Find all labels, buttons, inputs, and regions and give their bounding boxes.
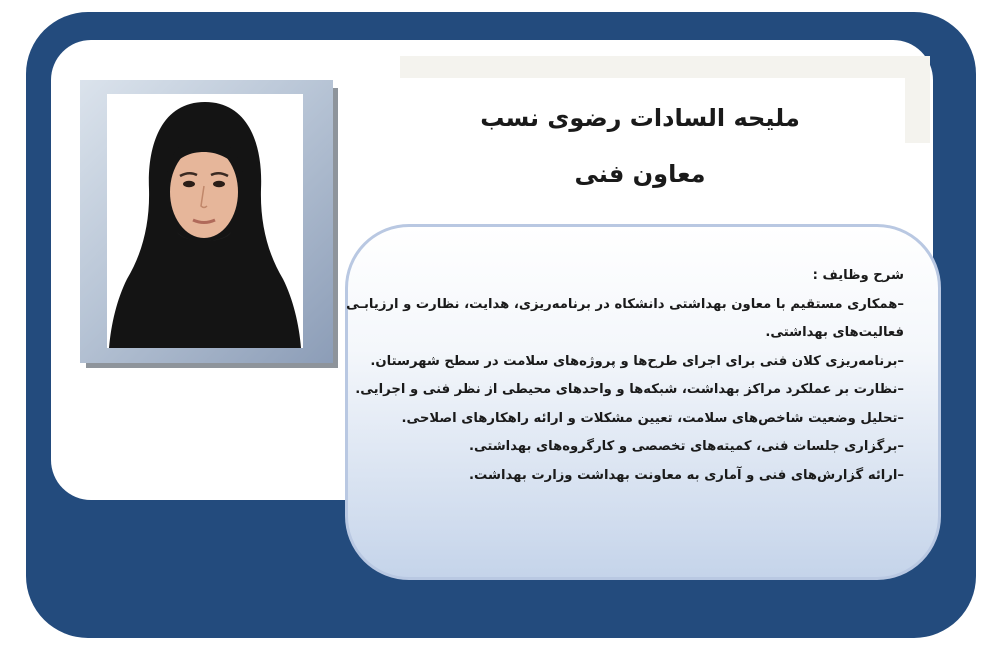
duty-item: –تحلیل وضعیت شاخص‌های سلامت، تعیین مشکلات و ارائه راهکارهای اصلاحی. <box>401 410 904 426</box>
duty-item: –ارائه گزارش‌های فنی و آماری به معاونت بهداشت وزارت بهداشت. <box>469 467 904 483</box>
duty-item: فعالیت‌های بهداشتی. <box>765 325 904 340</box>
title-banner <box>400 56 930 78</box>
portrait-photo <box>107 94 303 348</box>
job-title: معاون فنی <box>574 160 706 188</box>
duty-item: –نظارت بر عملکرد مراکز بهداشت، شبکه‌ها و واحدهای محیطی از نظر فنی و اجرایی. <box>355 382 904 397</box>
duty-item: –همکاری مستقیم با معاون بهداشتی دانشکاه در برنامه‌ریزی، هدایت، نظارت و ارزیابـی <box>346 296 904 312</box>
portrait-icon <box>107 94 303 348</box>
duties-heading: شرح وظایف : <box>812 268 904 283</box>
duty-item: –برگزاری جلسات فنی، کمیته‌های تخصصی و کارگروه‌های بهداشتی. <box>468 439 904 454</box>
duties-list <box>346 262 904 490</box>
person-name: ملیحه السادات رضوی نسب <box>480 104 800 132</box>
duty-item: –برنامه‌ریزی کلان فنی برای اجرای طرح‌ها و پروژه‌های سلامت در سطح شهرستان. <box>370 353 904 369</box>
title-banner-side <box>905 78 930 143</box>
